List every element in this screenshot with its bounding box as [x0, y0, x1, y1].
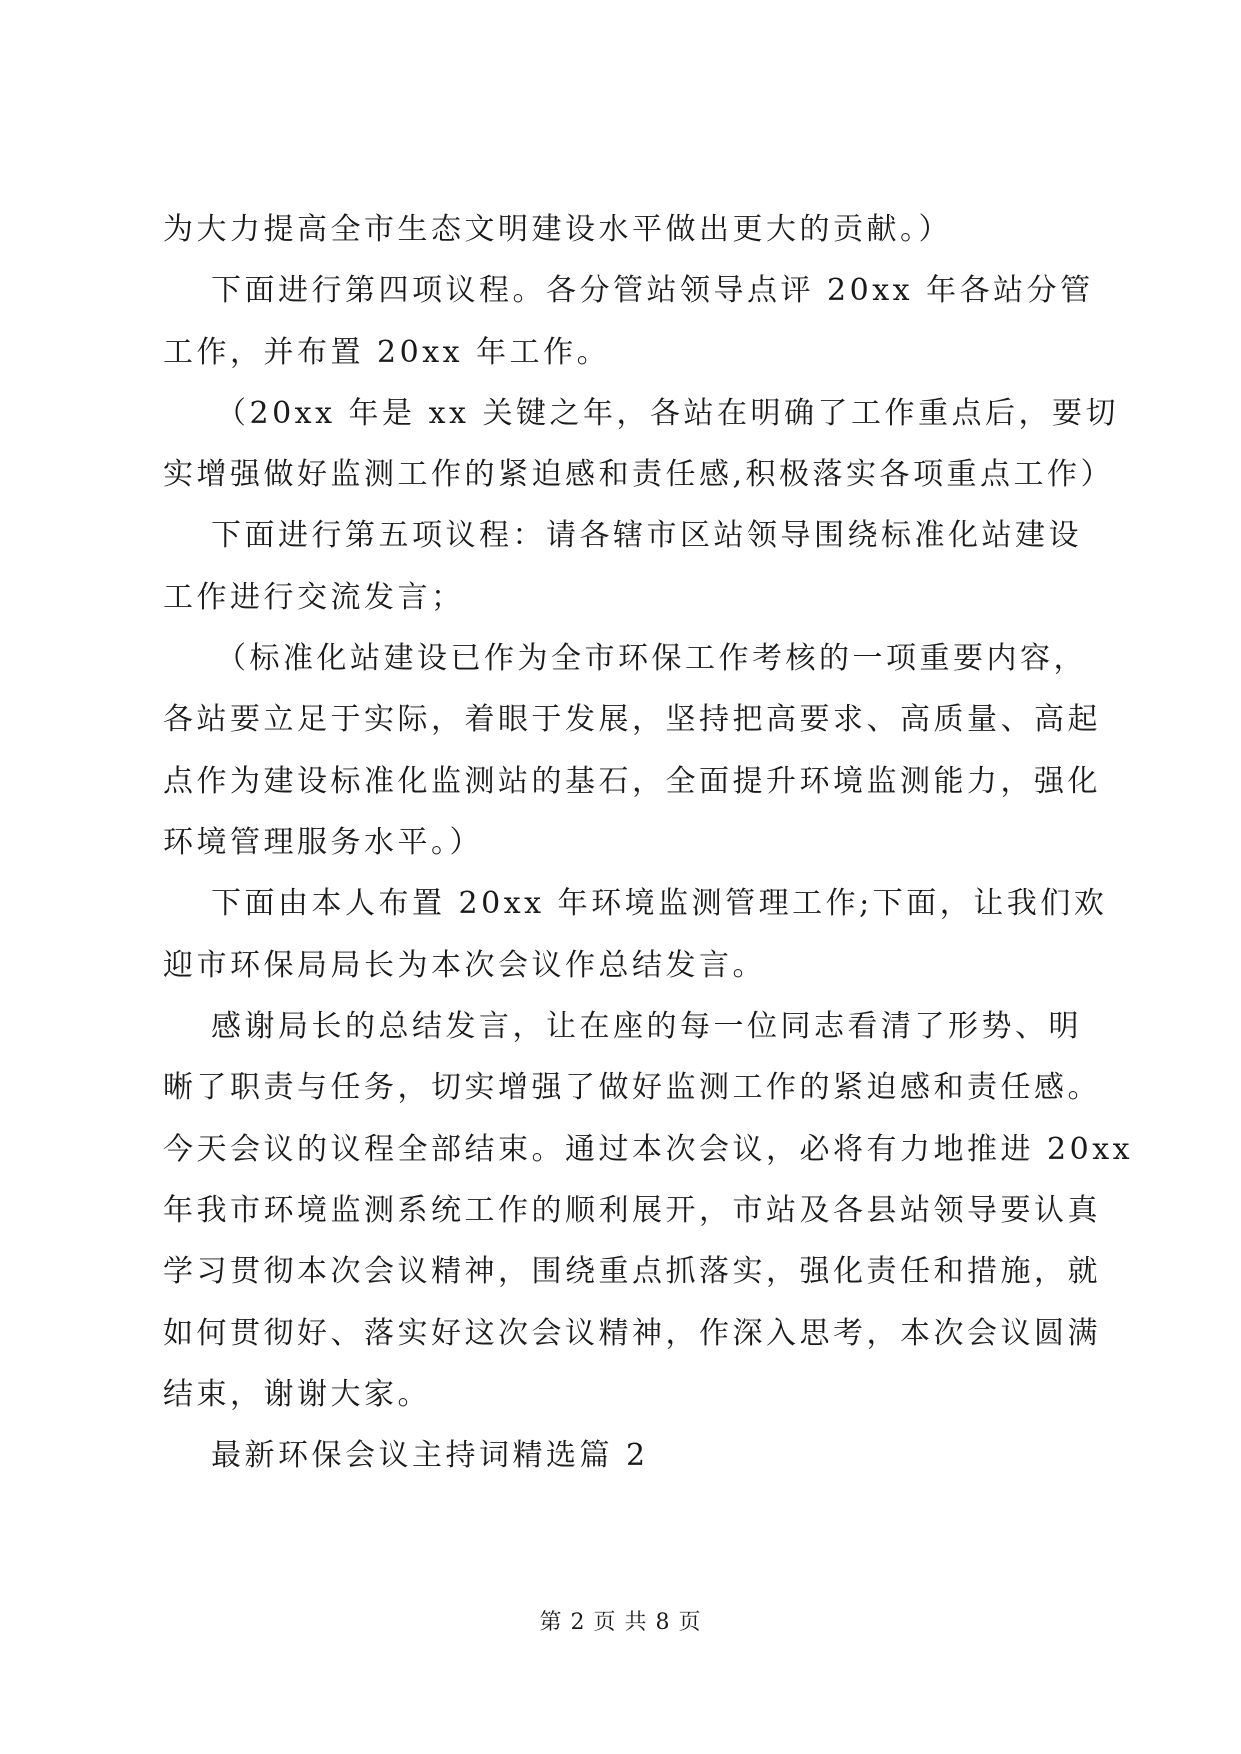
text-line-18: 学习贯彻本次会议精神，围绕重点抓落实，强化责任和措施，就 [163, 1254, 1101, 1289]
text-line-11: 环境管理服务水平。） [163, 825, 483, 860]
text-line-15: 晰了职责与任务，切实增强了做好监测工作的紧迫感和责任感。 [163, 1070, 1101, 1105]
text-line-7: 工作进行交流发言； [163, 580, 465, 615]
text-line-14: 感谢局长的总结发言，让在座的每一位同志看清了形势、明 [211, 1009, 1082, 1044]
text-line-16: 今天会议的议程全部结束。通过本次会议，必将有力地推进 20xx [163, 1132, 1134, 1167]
text-line-12: 下面由本人布置 20xx 年环境监测管理工作;下面，让我们欢 [211, 886, 1108, 921]
text-line-4: （20xx 年是 xx 关键之年，各站在明确了工作重点后，要切 [216, 396, 1119, 431]
page-number-footer: 第 2 页 共 8 页 [539, 1610, 702, 1635]
text-line-6: 下面进行第五项议程：请各辖市区站领导围绕标准化站建设 [211, 518, 1082, 553]
text-line-3: 工作，并布置 20xx 年工作。 [163, 335, 611, 370]
text-line-17: 年我市环境监测系统工作的顺利展开，市站及各县站领导要认真 [163, 1193, 1101, 1228]
text-line-5: 实增强做好监测工作的紧迫感和责任感,积极落实各项重点工作） [163, 457, 1115, 492]
text-line-2: 下面进行第四项议程。各分管站领导点评 20xx 年各站分管 [211, 273, 1094, 308]
text-line-9: 各站要立足于实际，着眼于发展，坚持把高要求、高质量、高起 [163, 702, 1101, 737]
section-heading: 最新环保会议主持词精选篇 2 [211, 1438, 649, 1473]
text-line-10: 点作为建设标准化监测站的基石，全面提升环境监测能力，强化 [163, 764, 1101, 799]
text-line-20: 结束，谢谢大家。 [163, 1377, 431, 1412]
text-line-19: 如何贯彻好、落实好这次会议精神，作深入思考，本次会议圆满 [163, 1316, 1101, 1351]
text-line-8: （标准化站建设已作为全市环保工作考核的一项重要内容， [216, 641, 1087, 676]
text-line-1: 为大力提高全市生态文明建设水平做出更大的贡献。） [163, 212, 952, 247]
text-line-13: 迎市环保局局长为本次会议作总结发言。 [163, 948, 766, 983]
